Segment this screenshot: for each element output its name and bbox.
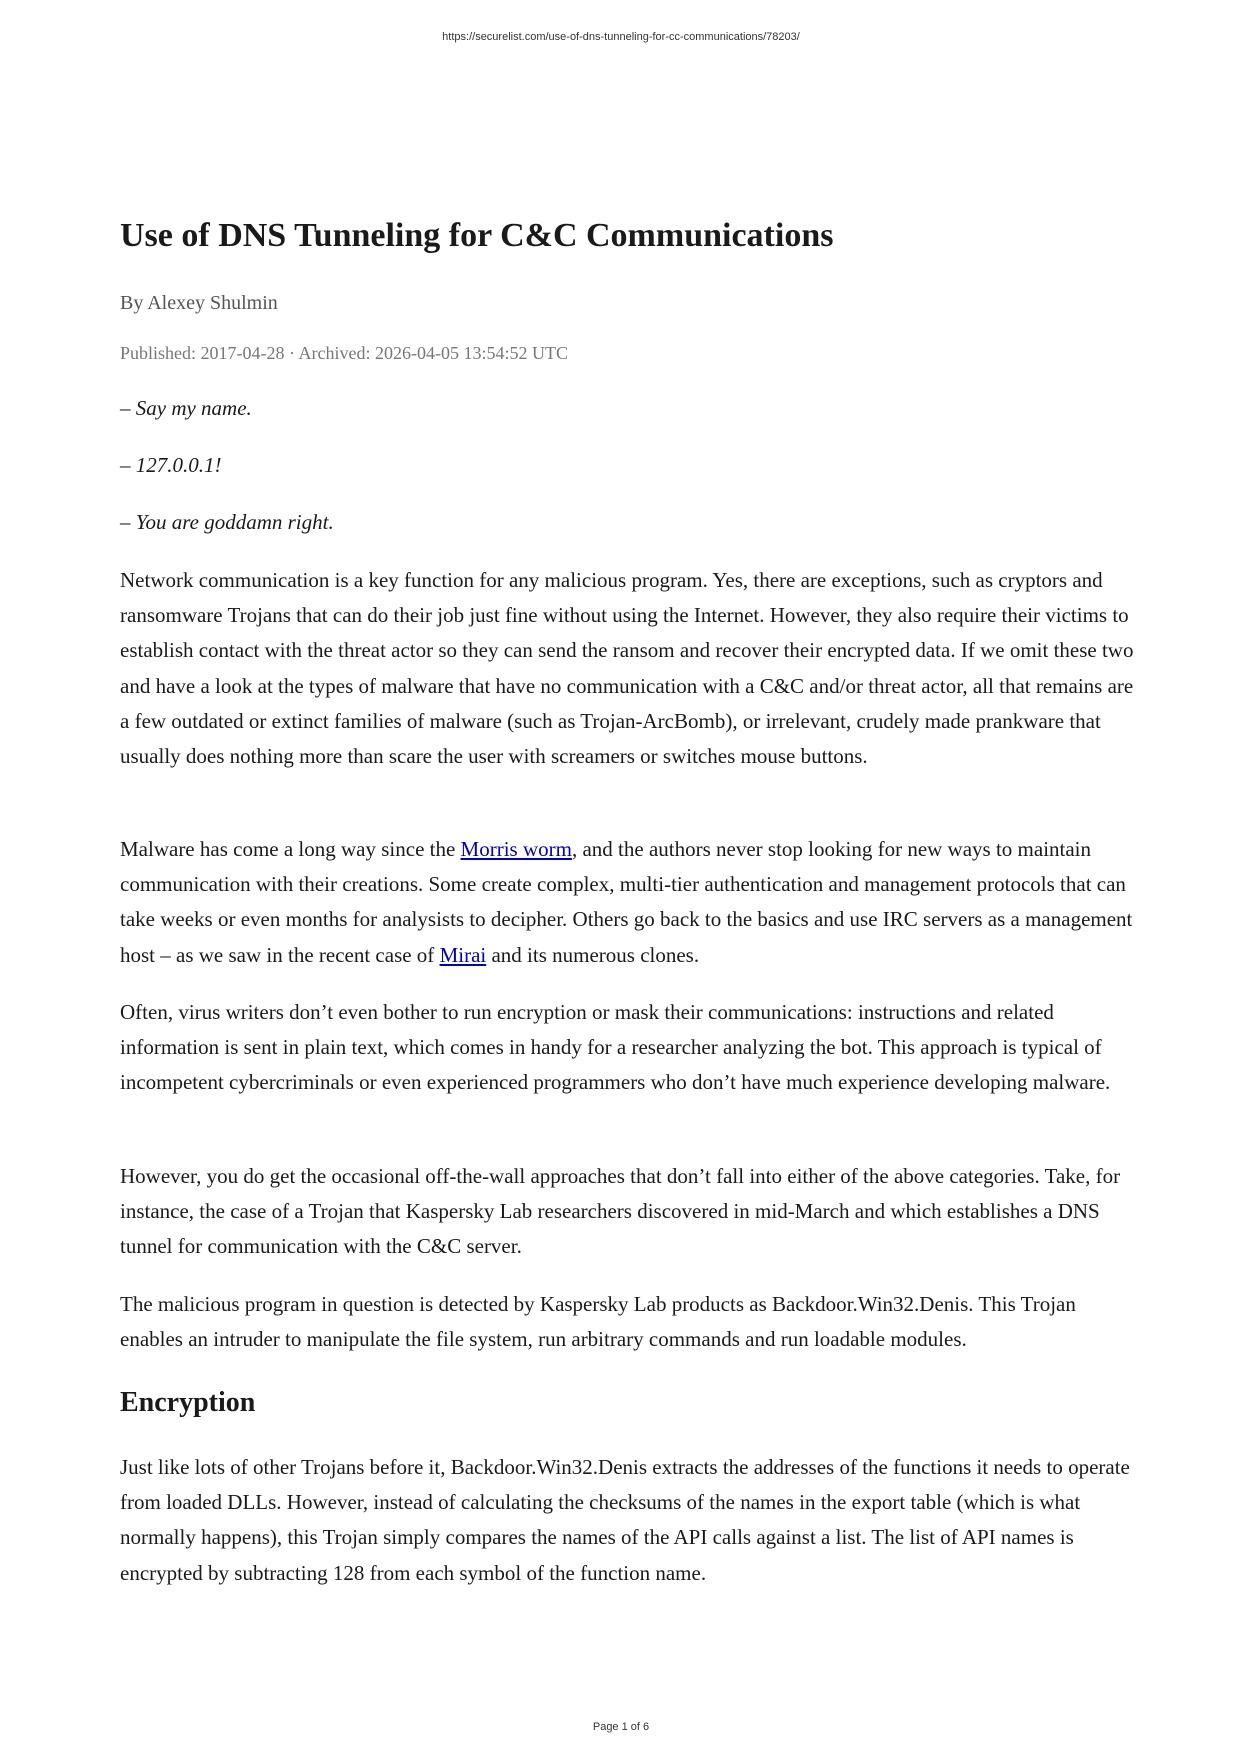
byline: By Alexey Shulmin: [120, 292, 278, 314]
page-number: Page 1 of 6: [592, 1721, 650, 1733]
text: , and the authors never stop looking for new ways to maintain communication with their creations. Some create complex, multi-tier authentication and management protocols that can take weeks or even months for analysists to decipher. Others go back to the basics and use IRC servers as a management host – as we saw in the recent case of: [120, 837, 1133, 967]
paragraph: The malicious program in question is detected by Kaspersky Lab products as Backdoor.Win32.Denis. This Trojan enables an intruder to manipulate the file system, run arbitrary commands and run loadable modules.: [120, 1292, 1076, 1352]
section-heading: Encryption: [120, 1387, 256, 1418]
article-title: Use of DNS Tunneling for C&C Communications: [120, 217, 834, 254]
quote-line: – 127.0.0.1!: [120, 453, 222, 477]
page-url: https://securelist.com/use-of-dns-tunneling-for-cc-communications/78203/: [442, 31, 800, 43]
morris-worm-link[interactable]: Morris worm: [460, 837, 572, 861]
paragraph: Just like lots of other Trojans before it, Backdoor.Win32.Denis extracts the addresses of the functions it needs to operate from loaded DLLs. However, instead of calculating the checksums of the names in the export table (which is what normally happens), this Trojan simply compares the names of the API calls against a list. The list of API names is encrypted by subtracting 128 from each symbol of the function name.: [120, 1455, 1130, 1585]
quote-line: – You are goddamn right.: [120, 510, 334, 534]
paragraph: [120, 832, 1135, 973]
quote-line: – Say my name.: [120, 396, 252, 420]
paragraph: However, you do get the occasional off-the-wall approaches that don’t fall into either of the above categories. Take, for instance, the case of a Trojan that Kaspersky Lab researchers discovered in mid-March and which establishes a DNS tunnel for communication with the C&C server.: [120, 1164, 1121, 1259]
text: Malware has come a long way since the: [120, 837, 461, 861]
text: and its numerous clones.: [486, 942, 700, 967]
paragraph: Network communication is a key function for any malicious program. Yes, there are exceptions, such as cryptors and ransomware Trojans that can do their job just fine without using the Internet. However, they also require their victims to establish contact with the threat actor so they can send the ransom and recover their encrypted data. If we omit these two and have a look at the types of malware that have no communication with a C&C and/or threat actor, all that remains are a few outdated or extinct families of malware (such as Trojan-ArcBomb), or irrelevant, crudely made prankware that usually does nothing more than scare the user with screamers or switches mouse buttons.: [120, 568, 1134, 769]
publish-meta: Published: 2017-04-28 · Archived: 2026-04-05 13:54:52 UTC: [120, 343, 568, 363]
paragraph: Often, virus writers don’t even bother to run encryption or mask their communications: instructions and related information is sent in plain text, which comes in handy for a researcher analyzing the bot. This approach is typical of incompetent cybercriminals or even experienced programmers who don’t have much experience developing malware.: [120, 1000, 1111, 1095]
mirai-link[interactable]: Mirai: [439, 942, 487, 967]
